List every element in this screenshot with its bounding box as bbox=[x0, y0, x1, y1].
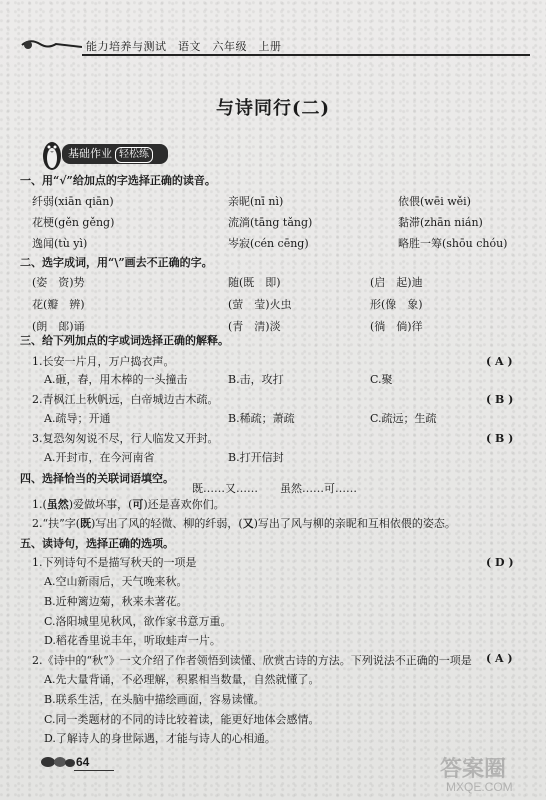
word-choice-item: (启 起)迪 bbox=[370, 276, 423, 289]
header-ornament-icon bbox=[20, 38, 82, 52]
badge-sublabel: 轻松练 bbox=[115, 147, 153, 163]
text-part: 1.( bbox=[32, 498, 47, 511]
text-part: )爱做坏事，( bbox=[68, 498, 133, 511]
section-5-heading: 五、读诗句，选择正确的选项。 bbox=[20, 537, 174, 550]
answer-option: B.打开信封 bbox=[228, 451, 284, 464]
question-text: 3.复恐匆匆说不尽，行人临发又开封。 bbox=[32, 432, 219, 445]
text-part: 2.“扶”字( bbox=[32, 517, 81, 530]
filled-answer: 可 bbox=[132, 498, 144, 511]
pinyin-item: 略胜一筹(shōu chóu) bbox=[398, 237, 508, 250]
lesson-title: 与诗同行(二) bbox=[215, 98, 331, 119]
answer-bracket: ( B ) bbox=[486, 432, 514, 445]
word-choice-item: 形(像 象) bbox=[370, 298, 423, 311]
answer-bracket: ( A ) bbox=[486, 355, 513, 368]
section-4-heading: 四、选择恰当的关联词语填空。 bbox=[20, 472, 174, 485]
fill-sentence-2 bbox=[32, 517, 456, 531]
pinyin-item: 纤弱(xiān qiān) bbox=[32, 195, 114, 208]
answer-option: D.了解诗人的身世际遇，才能与诗人的心相通。 bbox=[44, 732, 276, 745]
badge-bar bbox=[62, 144, 168, 164]
filled-answer: 虽然 bbox=[46, 498, 69, 511]
filled-answer: 既 bbox=[80, 517, 92, 530]
answer-bracket: ( A ) bbox=[486, 652, 513, 665]
page-number: 64 bbox=[76, 755, 90, 769]
running-header bbox=[20, 36, 530, 56]
answer-option: B.击，攻打 bbox=[228, 373, 284, 386]
answer-option: D.稻花香里说丰年，听取蛙声一片。 bbox=[44, 634, 221, 647]
page-footer bbox=[40, 752, 110, 774]
word-choice-item: 花(瓣 辨) bbox=[32, 298, 85, 311]
word-choice-item: (徜 倘)徉 bbox=[370, 320, 423, 333]
question-text: 1.下列诗句不是描写秋天的一项是 bbox=[32, 556, 197, 569]
watermark-url: MXQE.COM bbox=[446, 780, 513, 794]
text-part: )写出了风与柳的亲昵和互相依偎的姿态。 bbox=[253, 517, 456, 530]
answer-option: B.近种篱边菊，秋来未著花。 bbox=[44, 595, 188, 608]
section-1-heading: 一、用“√”给加点的字选择正确的读音。 bbox=[20, 174, 216, 187]
filled-answer: 又 bbox=[242, 517, 254, 530]
word-choice-item: (朗 郎)诵 bbox=[32, 320, 85, 333]
pinyin-item: 依偎(wēi wěi) bbox=[398, 195, 471, 208]
word-choice-item: (萤 莹)火虫 bbox=[228, 298, 292, 311]
fill-sentence-1 bbox=[32, 498, 225, 512]
answer-option: C.同一类题材的不同的诗比较着读，能更好地体会感情。 bbox=[44, 713, 320, 726]
watermark bbox=[440, 752, 540, 798]
pinyin-item: 逸闻(tù yì) bbox=[32, 237, 88, 250]
pinyin-item: 黏滞(zhān nián) bbox=[398, 216, 483, 229]
flower-ornament-icon bbox=[40, 754, 76, 770]
answer-option: A.砸，舂，用木棒的一头撞击 bbox=[44, 373, 188, 386]
answer-option: A.先大量背诵，不必理解，积累相当数量，自然就懂了。 bbox=[44, 673, 320, 686]
word-choice-item: (姿 资)势 bbox=[32, 276, 85, 289]
pinyin-item: 亲昵(nī nì) bbox=[228, 195, 284, 208]
answer-option: C.洛阳城里见秋风，欲作家书意万重。 bbox=[44, 615, 232, 628]
pinyin-item: 流淌(tāng tǎng) bbox=[228, 216, 313, 229]
answer-bracket: ( B ) bbox=[486, 393, 514, 406]
question-text: 2.《诗中的“秋”》一文介绍了作者领悟到读懂、欣赏古诗的方法。下列说法不正确的一项是 bbox=[32, 654, 472, 667]
answer-option: B.联系生活，在头脑中描绘画面，容易读懂。 bbox=[44, 693, 265, 706]
header-text: 能力培养与测试 语文 六年级 上册 bbox=[86, 40, 282, 53]
word-choice-item: 随(既 即) bbox=[228, 276, 281, 289]
answer-option: C.聚 bbox=[370, 373, 393, 386]
section-badge bbox=[40, 134, 170, 176]
answer-option: A.空山新雨后，天气晚来秋。 bbox=[44, 575, 188, 588]
badge-label: 基础作业 bbox=[68, 147, 112, 160]
section-3-heading: 三、给下列加点的字或词选择正确的解释。 bbox=[20, 334, 229, 347]
text-part: )写出了风的轻微、柳的纤弱，( bbox=[91, 517, 243, 530]
answer-option: A.开封市，在今河南省 bbox=[44, 451, 155, 464]
section-2-heading: 二、选字成词，用“\”画去不正确的字。 bbox=[20, 256, 213, 269]
header-rule bbox=[82, 54, 530, 56]
watermark-logo: 答案圈 bbox=[440, 756, 507, 781]
pinyin-item: 花梗(gěn gěng) bbox=[32, 216, 115, 229]
answer-option: C.疏远；生疏 bbox=[370, 412, 437, 425]
answer-bracket: ( D ) bbox=[486, 556, 514, 569]
pinyin-item: 岑寂(cén cēng) bbox=[228, 237, 309, 250]
conjunction-choices: 既……又…… 虽然……可…… bbox=[192, 482, 357, 495]
question-text: 1.长安一片月，万户捣衣声。 bbox=[32, 355, 175, 368]
question-text: 2.青枫江上秋帆远，白帝城边古木疏。 bbox=[32, 393, 219, 406]
footer-rule bbox=[74, 770, 114, 771]
answer-option: A.疏导；开通 bbox=[44, 412, 111, 425]
word-choice-item: (青 清)淡 bbox=[228, 320, 281, 333]
text-part: )还是喜欢你们。 bbox=[143, 498, 225, 511]
penguin-icon bbox=[40, 134, 64, 172]
answer-option: B.稀疏；萧疏 bbox=[228, 412, 295, 425]
